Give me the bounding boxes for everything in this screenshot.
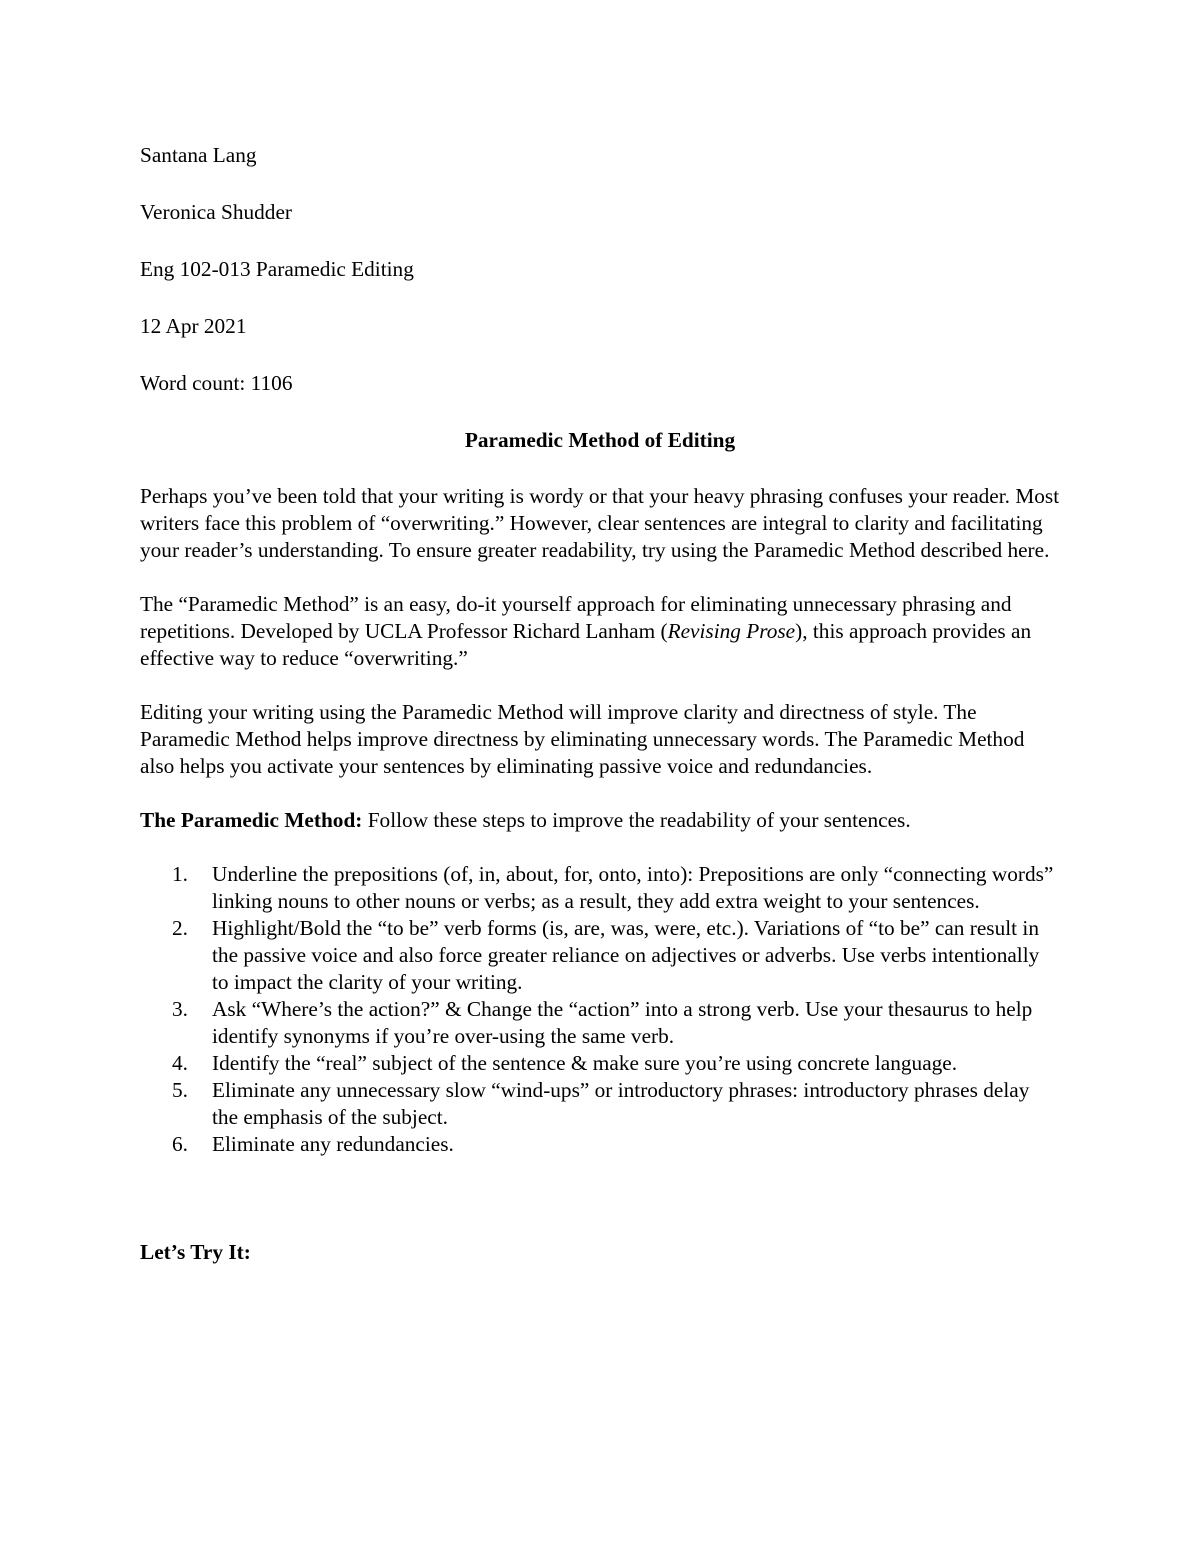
list-item bbox=[172, 861, 1060, 915]
student-name: Santana Lang bbox=[140, 143, 257, 167]
instructor-name: Veronica Shudder bbox=[140, 200, 292, 224]
step-text: Underline the prepositions (of, in, about, for, onto, into): Prepositions are only “connecting words” linking nouns to other nouns or verbs; as a result, they add extra weight to your sentences. bbox=[212, 862, 1054, 913]
paragraph-method-description bbox=[140, 591, 1060, 672]
step-number: 4. bbox=[172, 1051, 188, 1075]
list-item bbox=[172, 1077, 1060, 1131]
method-intro-text: Follow these steps to improve the readability of your sentences. bbox=[362, 808, 911, 832]
step-number: 3. bbox=[172, 997, 188, 1021]
document-title: Paramedic Method of Editing bbox=[464, 428, 736, 452]
book-title: Revising Prose bbox=[667, 619, 796, 643]
list-item bbox=[172, 1050, 1060, 1077]
step-number: 6. bbox=[172, 1132, 188, 1156]
lets-try-heading: Let’s Try It: bbox=[140, 1240, 251, 1264]
step-text: Highlight/Bold the “to be” verb forms (is, are, was, were, etc.). Variations of “to be” can result in the passive voice and also force greater reliance on adjectives or adverbs. Use verbs intentionally to impact the clarity of your writing. bbox=[212, 916, 1040, 994]
step-number: 5. bbox=[172, 1078, 188, 1102]
paragraph-method-text-2: ), this approach provides an effective way to reduce “overwriting.” bbox=[140, 619, 1032, 670]
list-item bbox=[172, 1131, 1060, 1158]
paragraph-intro: Perhaps you’ve been told that your writing is wordy or that your heavy phrasing confuses your reader. Most writers face this problem of “overwriting.” However, clear sentences are integral to clarity and facilitating your reader’s understanding. To ensure greater readability, try using the Paramedic Method described here. bbox=[140, 484, 1060, 562]
list-item bbox=[172, 996, 1060, 1050]
step-text: Identify the “real” subject of the sentence & make sure you’re using concrete language. bbox=[212, 1051, 958, 1075]
paragraph-method-text-1: The “Paramedic Method” is an easy, do-it yourself approach for eliminating unnecessary phrasing and repetitions. Developed by UCLA Professor Richard Lanham ( bbox=[140, 592, 1012, 643]
list-item bbox=[172, 915, 1060, 996]
method-intro-label: The Paramedic Method: bbox=[140, 808, 363, 832]
step-text: Eliminate any redundancies. bbox=[212, 1132, 454, 1156]
steps-list bbox=[140, 861, 1060, 1158]
course-name: Eng 102-013 Paramedic Editing bbox=[140, 257, 414, 281]
step-number: 2. bbox=[172, 916, 188, 940]
document-date: 12 Apr 2021 bbox=[140, 314, 247, 338]
paragraph-benefits: Editing your writing using the Paramedic Method will improve clarity and directness of style. The Paramedic Method helps improve directness by eliminating unnecessary words. The Paramedic Method also helps you activate your sentences by eliminating passive voice and redundancies. bbox=[140, 700, 1025, 778]
word-count: Word count: 1106 bbox=[140, 371, 293, 395]
method-intro bbox=[140, 807, 1060, 834]
step-text: Eliminate any unnecessary slow “wind-ups” or introductory phrases: introductory phrases delay the emphasis of the subject. bbox=[212, 1078, 1030, 1129]
step-text: Ask “Where’s the action?” & Change the “action” into a strong verb. Use your thesaurus to help identify synonyms if you’re over-using the same verb. bbox=[212, 997, 1033, 1048]
step-number: 1. bbox=[172, 862, 188, 886]
